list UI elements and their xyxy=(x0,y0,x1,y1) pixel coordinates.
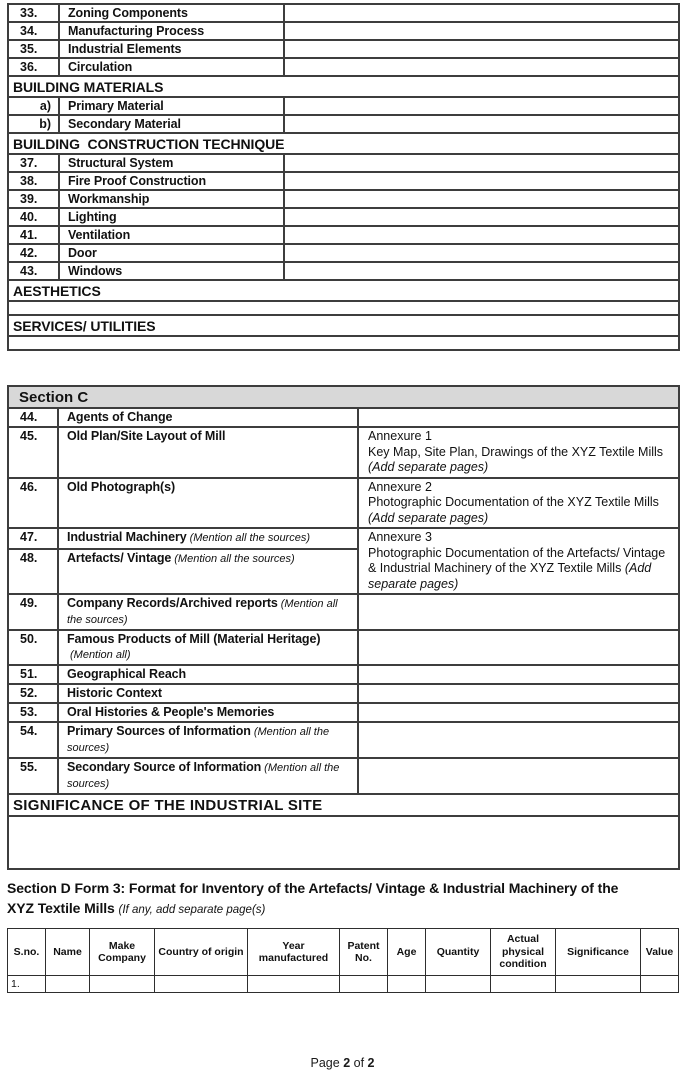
item-number: 45. xyxy=(8,427,58,478)
form-item-row xyxy=(8,208,679,226)
table-row xyxy=(8,630,679,665)
inventory-col-header: Actual physical condition xyxy=(491,929,556,976)
item-value-field xyxy=(284,115,679,133)
item-value-field xyxy=(358,665,679,684)
form-item-row xyxy=(8,154,679,172)
annexure-cell xyxy=(358,528,679,594)
form-item-row xyxy=(8,97,679,115)
item-value-field xyxy=(358,630,679,665)
item-number: 52. xyxy=(8,684,58,703)
annexure-description: Photographic Documentation of the Artefacts/ Vintage & Industrial Machinery of the XYZ Textile Mills xyxy=(368,545,666,575)
item-label-cell xyxy=(58,684,358,703)
inventory-col-header: Age xyxy=(388,929,426,976)
inventory-table xyxy=(7,928,679,993)
item-label-note: (Mention all) xyxy=(70,649,131,661)
inventory-col-header: Value xyxy=(641,929,679,976)
item-label: Company Records/Archived reports xyxy=(67,596,278,610)
page-footer xyxy=(0,1056,685,1070)
item-label-cell xyxy=(58,758,358,794)
item-label: Fire Proof Construction xyxy=(59,172,284,190)
table-row xyxy=(8,722,679,758)
footer-prefix: Page xyxy=(310,1056,344,1070)
item-label: Manufacturing Process xyxy=(59,22,284,40)
item-label-cell xyxy=(58,703,358,722)
item-value-field xyxy=(358,758,679,794)
section-header: BUILDING MATERIALS xyxy=(8,76,679,97)
inventory-data-row xyxy=(8,976,679,993)
item-number: 48. xyxy=(8,549,58,594)
inventory-col-header: Patent No. xyxy=(340,929,388,976)
form-section-row xyxy=(8,133,679,154)
form-empty-row xyxy=(8,301,679,315)
item-number: 55. xyxy=(8,758,58,794)
item-number: 41. xyxy=(8,226,59,244)
item-number: 42. xyxy=(8,244,59,262)
item-number: b) xyxy=(8,115,59,133)
form-item-row xyxy=(8,4,679,22)
inventory-empty-cell xyxy=(426,976,491,993)
item-value-field xyxy=(284,208,679,226)
inventory-sno-cell: 1. xyxy=(8,976,46,993)
inventory-col-header: S.no. xyxy=(8,929,46,976)
item-label: Door xyxy=(59,244,284,262)
item-number: 35. xyxy=(8,40,59,58)
item-value-field xyxy=(284,154,679,172)
item-number: 38. xyxy=(8,172,59,190)
footer-page-total: 2 xyxy=(367,1056,375,1070)
annexure-cell xyxy=(358,478,679,529)
form-item-row xyxy=(8,244,679,262)
form-item-row xyxy=(8,22,679,40)
inventory-col-header: Year manufactured xyxy=(248,929,340,976)
significance-empty-row xyxy=(8,816,679,869)
item-number: 33. xyxy=(8,4,59,22)
item-label: Primary Material xyxy=(59,97,284,115)
item-label-cell xyxy=(58,722,358,758)
item-number: 47. xyxy=(8,528,58,549)
item-value-field xyxy=(284,22,679,40)
inventory-empty-cell xyxy=(90,976,155,993)
item-label: Workmanship xyxy=(59,190,284,208)
form-empty-row xyxy=(8,336,679,350)
annexure-ref: Annexure 3 xyxy=(368,530,432,544)
inventory-empty-cell xyxy=(248,976,340,993)
item-number: 37. xyxy=(8,154,59,172)
item-number: 40. xyxy=(8,208,59,226)
item-label: Zoning Components xyxy=(59,4,284,22)
item-label-cell xyxy=(58,528,358,549)
item-value-field xyxy=(358,594,679,630)
annexure-cell xyxy=(358,427,679,478)
inventory-empty-cell xyxy=(388,976,426,993)
section-d-title-lead: Section D Form 3: xyxy=(7,880,126,896)
item-label: Primary Sources of Information xyxy=(67,724,251,738)
item-value-field xyxy=(358,408,679,427)
item-label: Secondary Source of Information xyxy=(67,760,262,774)
item-label: Oral Histories & People's Memories xyxy=(67,705,275,719)
item-label: Industrial Elements xyxy=(59,40,284,58)
item-label: Old Photograph(s) xyxy=(67,479,176,494)
item-value-field xyxy=(284,172,679,190)
inventory-empty-cell xyxy=(491,976,556,993)
item-label-cell xyxy=(58,594,358,630)
footer-page-number: 2 xyxy=(343,1056,351,1070)
item-value-field xyxy=(358,684,679,703)
item-label: Geographical Reach xyxy=(67,667,187,681)
item-number: 43. xyxy=(8,262,59,280)
item-label: Circulation xyxy=(59,58,284,76)
item-value-field xyxy=(284,97,679,115)
item-label: Old Plan/Site Layout of Mill xyxy=(67,429,226,443)
table-row xyxy=(8,665,679,684)
form-item-row xyxy=(8,262,679,280)
item-label: Lighting xyxy=(59,208,284,226)
item-label: Agents of Change xyxy=(67,410,173,424)
significance-header: SIGNIFICANCE OF THE INDUSTRIAL SITE xyxy=(8,794,679,816)
form-item-row xyxy=(8,58,679,76)
item-value-field xyxy=(284,226,679,244)
item-label-note: (Mention all the sources) xyxy=(174,552,295,565)
section-header: BUILDING CONSTRUCTION TECHNIQUE xyxy=(8,133,679,154)
inventory-empty-cell xyxy=(556,976,641,993)
inventory-col-header: Quantity xyxy=(426,929,491,976)
item-value-field xyxy=(284,4,679,22)
item-label-cell xyxy=(58,665,358,684)
item-label-note: (Mention all the sources) xyxy=(67,726,330,754)
item-value-field xyxy=(284,58,679,76)
section-d-heading xyxy=(7,878,621,920)
annexure-ref: Annexure 1 xyxy=(368,429,432,443)
inventory-empty-cell xyxy=(155,976,248,993)
form-section-row xyxy=(8,280,679,301)
table-row xyxy=(8,408,679,427)
item-number: 51. xyxy=(8,665,58,684)
item-label-cell xyxy=(58,478,358,529)
section-c-title-row xyxy=(8,386,679,408)
item-value-field xyxy=(284,262,679,280)
item-label: Secondary Material xyxy=(59,115,284,133)
form-section-row xyxy=(8,76,679,97)
item-value-field xyxy=(284,40,679,58)
item-value-field xyxy=(358,722,679,758)
annexure-description: Photographic Documentation of the XYZ Textile Mills xyxy=(368,495,659,509)
item-label-cell xyxy=(58,427,358,478)
condition-assessment-table xyxy=(7,3,680,351)
item-label-cell xyxy=(58,408,358,427)
item-label-note: (Mention all the sources) xyxy=(189,532,311,544)
item-number: 44. xyxy=(8,408,58,427)
inventory-header-row xyxy=(8,929,679,976)
item-label-note: (Mention all the sources) xyxy=(67,762,340,790)
table-row xyxy=(8,758,679,794)
item-value-field xyxy=(284,244,679,262)
item-label-cell xyxy=(58,630,358,665)
form-section-row xyxy=(8,315,679,336)
item-number: 49. xyxy=(8,594,58,630)
empty-value-field xyxy=(8,336,679,350)
inventory-empty-cell xyxy=(641,976,679,993)
item-label: Structural System xyxy=(59,154,284,172)
item-value-field xyxy=(284,190,679,208)
section-c-title: Section C xyxy=(8,386,679,408)
item-label: Industrial Machinery xyxy=(67,530,187,544)
inventory-col-header: Significance xyxy=(556,929,641,976)
item-number: 39. xyxy=(8,190,59,208)
annexure-note: (Add separate pages) xyxy=(368,460,489,474)
significance-value-field xyxy=(8,816,679,869)
item-number: 36. xyxy=(8,58,59,76)
table-row xyxy=(8,684,679,703)
inventory-empty-cell xyxy=(340,976,388,993)
form-item-row xyxy=(8,190,679,208)
annexure-note: (Add separate pages) xyxy=(368,561,652,591)
form-item-row xyxy=(8,115,679,133)
inventory-col-header: Country of origin xyxy=(155,929,248,976)
annexure-note: (Add separate pages) xyxy=(368,510,489,525)
inventory-col-header: Make Company xyxy=(90,929,155,976)
item-label: Famous Products of Mill (Material Heritage) xyxy=(67,632,321,646)
item-number: 46. xyxy=(8,478,58,529)
section-d-title-rest: Format for Inventory of the Artefacts/ Vintage & Industrial Machinery of the XYZ Textile Mills xyxy=(7,880,619,916)
table-row xyxy=(8,427,679,478)
item-number: 50. xyxy=(8,630,58,665)
item-label-cell xyxy=(58,549,358,594)
table-row xyxy=(8,528,679,549)
table-row xyxy=(8,594,679,630)
form-item-row xyxy=(8,172,679,190)
form-item-row xyxy=(8,226,679,244)
section-header: AESTHETICS xyxy=(8,280,679,301)
item-label: Historic Context xyxy=(67,686,162,700)
footer-middle: of xyxy=(350,1056,368,1070)
item-label-note: (Mention all the sources) xyxy=(67,598,338,626)
item-label: Ventilation xyxy=(59,226,284,244)
inventory-empty-cell xyxy=(46,976,90,993)
section-d-title-note: (If any, add separate page(s) xyxy=(118,904,266,916)
item-number: 54. xyxy=(8,722,58,758)
item-number: 53. xyxy=(8,703,58,722)
item-number: a) xyxy=(8,97,59,115)
item-label: Artefacts/ Vintage xyxy=(67,550,172,565)
table-row xyxy=(8,478,679,529)
annexure-description: Key Map, Site Plan, Drawings of the XYZ Textile Mills xyxy=(368,444,664,459)
annexure-ref: Annexure 2 xyxy=(368,479,432,494)
inventory-col-header: Name xyxy=(46,929,90,976)
section-c-table xyxy=(7,385,680,870)
empty-value-field xyxy=(8,301,679,315)
item-number: 34. xyxy=(8,22,59,40)
form-item-row xyxy=(8,40,679,58)
table-row xyxy=(8,703,679,722)
section-header: SERVICES/ UTILITIES xyxy=(8,315,679,336)
item-value-field xyxy=(358,703,679,722)
significance-header-row xyxy=(8,794,679,816)
item-label: Windows xyxy=(59,262,284,280)
